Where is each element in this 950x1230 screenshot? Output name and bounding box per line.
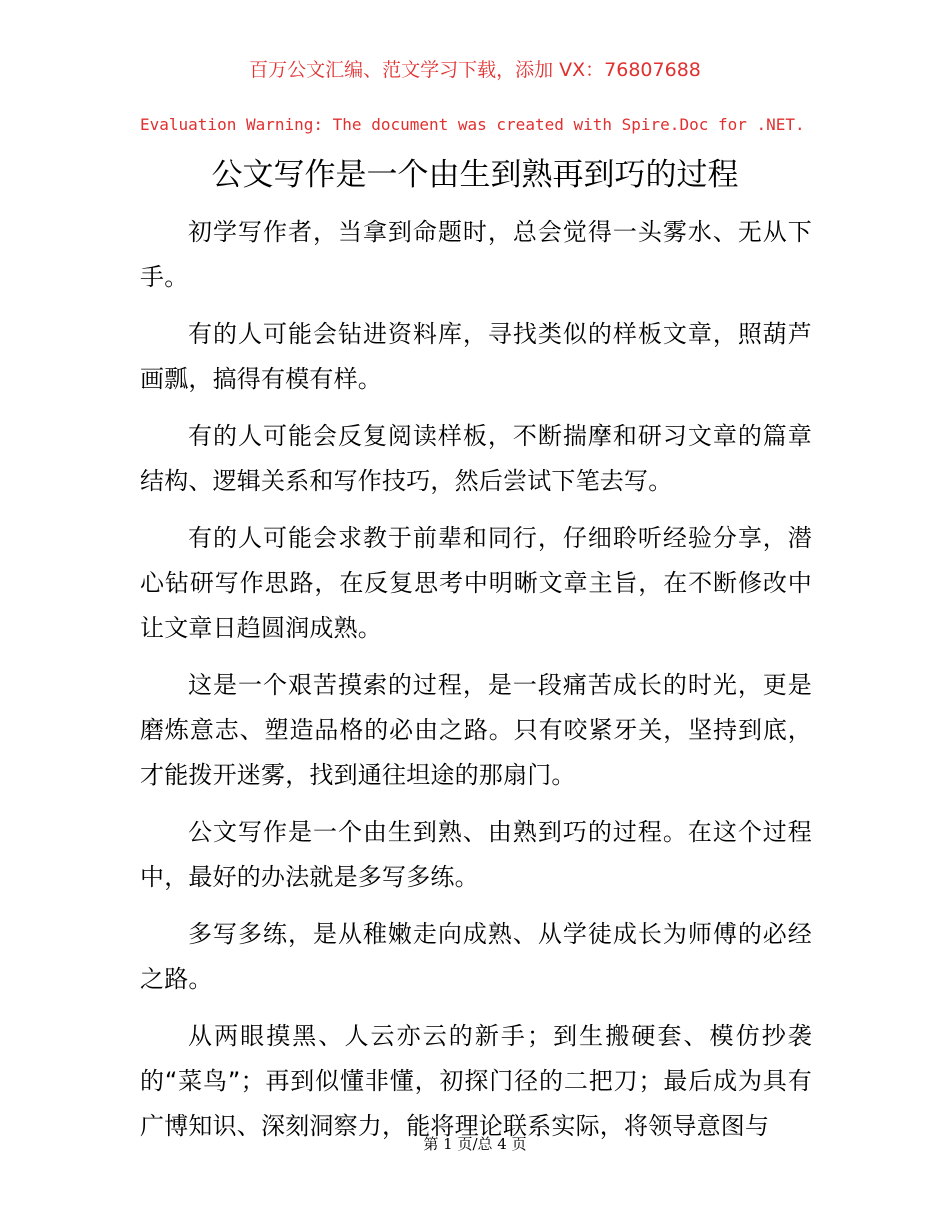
paragraph: 这是一个艰苦摸索的过程，是一段痛苦成长的时光，更是磨炼意志、塑造品格的必由之路。只有咬紧牙关，坚持到底，才能拨开迷雾，找到通往坦途的那扇门。 bbox=[140, 671, 812, 789]
paragraph: 公文写作是一个由生到熟、由熟到巧的过程。在这个过程中，最好的办法就是多写多练。 bbox=[140, 818, 812, 891]
page-indicator: 第 1 页/总 4 页 bbox=[423, 1135, 527, 1153]
document-body bbox=[140, 210, 812, 1161]
paragraph: 有的人可能会反复阅读样板，不断揣摩和研习文章的篇章结构、逻辑关系和写作技巧，然后尝试下笔去写。 bbox=[140, 422, 812, 495]
paragraph: 多写多练，是从稚嫩走向成熟、从学徒成长为师傅的必经之路。 bbox=[140, 920, 812, 993]
paragraph: 从两眼摸黑、人云亦云的新手；到生搬硬套、模仿抄袭的“菜鸟”；再到似懂非懂，初探门径的二把刀；最后成为具有广博知识、深刻洞察力，能将理论联系实际，将领导意图与 bbox=[140, 1022, 812, 1140]
document-title: 公文写作是一个由生到熟再到巧的过程 bbox=[211, 157, 739, 193]
paragraph: 初学写作者，当拿到命题时，总会觉得一头雾水、无从下手。 bbox=[140, 218, 812, 291]
promo-banner: 百万公文汇编、范文学习下载，添加 VX：76807688 bbox=[249, 59, 701, 81]
paragraph: 有的人可能会求教于前辈和同行，仔细聆听经验分享，潜心钻研写作思路，在反复思考中明晰文章主旨，在不断修改中让文章日趋圆润成熟。 bbox=[140, 524, 812, 642]
evaluation-warning: Evaluation Warning: The document was created with Spire.Doc for .NET. bbox=[140, 115, 805, 134]
paragraph: 有的人可能会钻进资料库，寻找类似的样板文章，照葫芦画瓢，搞得有模有样。 bbox=[140, 320, 812, 393]
